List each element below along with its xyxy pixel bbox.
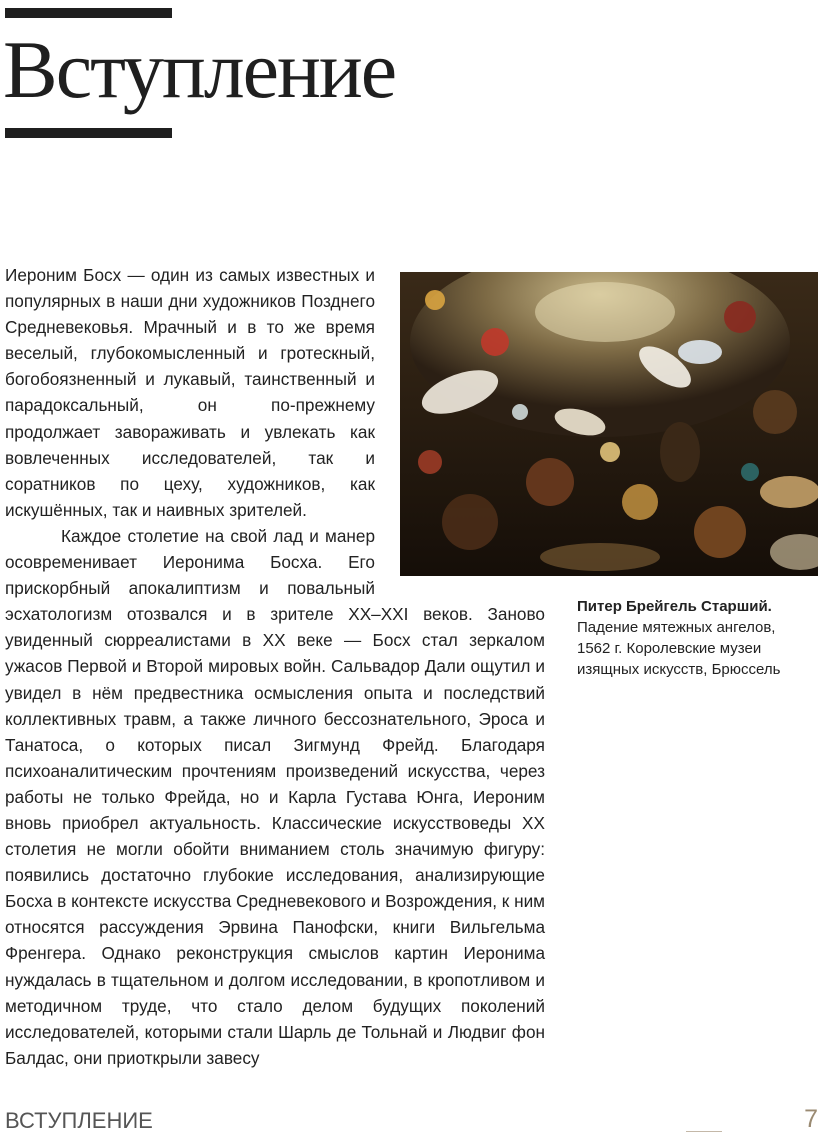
title-rule-bottom <box>5 128 172 138</box>
footer-section-title: ВСТУПЛЕНИЕ <box>5 1108 153 1133</box>
figure-caption <box>577 596 817 680</box>
caption-line: Падение мятежных ангелов, <box>577 619 776 636</box>
footer-divider <box>686 1131 722 1132</box>
caption-line: изящных искусств, Брюссель <box>577 661 781 678</box>
paragraph-1: Иероним Босх — один из самых известных и популярных в наши дни художников Позднего Средневековья. Мрачный и в то же время веселый, глубокомысленный и гротескный, богобоязненный и лукавый, таинственный и парадоксальный, он по-прежнему продолжает завораживать и увлекать как вовлеченных исследователей, так и соратников по цеху, художников, как искушённых, так и наивных зрителей. <box>5 265 375 520</box>
image-wrap-space <box>375 262 545 600</box>
paragraph-2: Каждое столетие на свой лад и манер осовременивает Иеронима Босха. Его прискорбный апокалиптизм и повальный эсхатологизм отозвался и в зрителе XX–XXI веков. Заново увиденный сюрреалистами в XX веке — Босх стал зеркалом ужасов Первой и Второй мировых войн. Сальвадор Дали ощутил и увидел в нём предвестника осмысления опыта и последствий коллективных травм, а также личного бессознательного, Эроса и Танатоса, о которых писал Зигмунд Фрейд. Благодаря психоаналитическим прочтениям произведений искусства, через работы не только Фрейда, но и Карла Густава Юнга, Иероним вновь приобрел актуальность. Классические искусствоведы XX столетия не могли обойти вниманием столь значимую фигуру: появились достаточно глубокие исследования, анализирующие Босха в контексте искусства Средневекового и Возрождения, к ним относятся рассуждения Эрвина Панофски, книги Вильгельма Френгера. Однако реконструкция смыслов картин Иеронима нуждалась в тщательном и долгом исследовании, в кропотливом и методичном труде, что стало делом будущих поколений исследователей, которыми стали Шарль де Тольнай и Людвиг фон Балдас, они приоткрыли завесу <box>5 525 546 1068</box>
body-text <box>5 262 545 1071</box>
caption-line: 1562 г. Королевские музеи <box>577 640 762 657</box>
caption-author: Питер Брейгель Старший. <box>577 598 772 615</box>
page-title: Вступление <box>3 24 396 115</box>
page-number: 7 <box>804 1105 818 1133</box>
title-rule-top <box>5 8 172 18</box>
